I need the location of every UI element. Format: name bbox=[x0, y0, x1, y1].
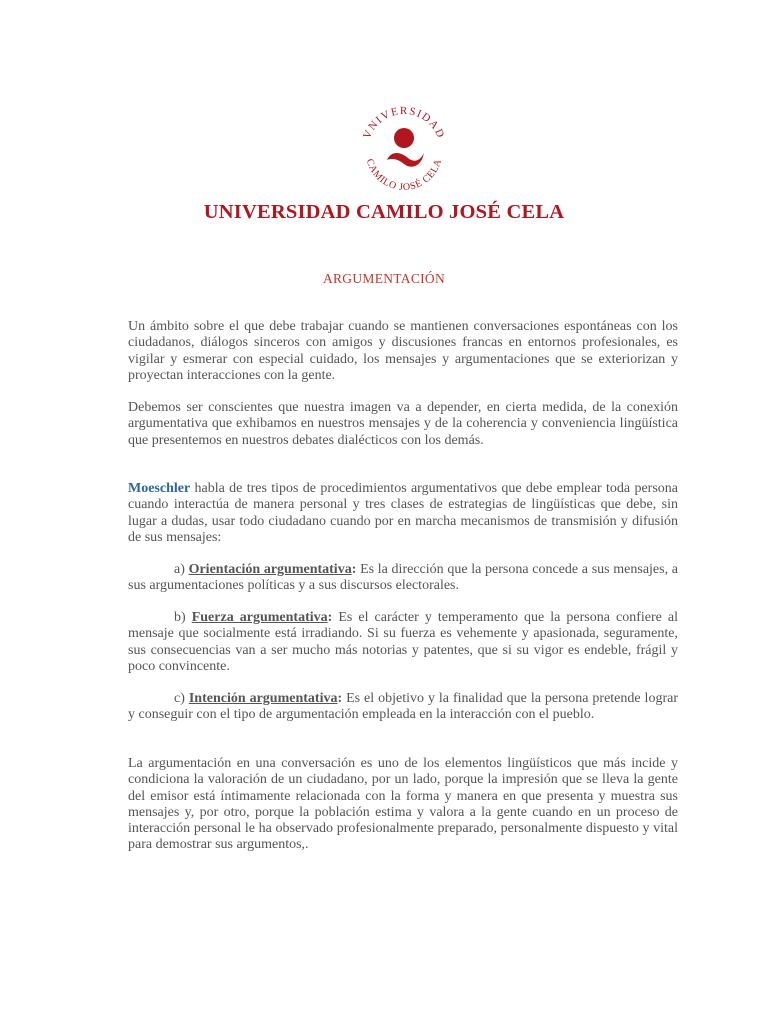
list-item-orientation: a) Orientación argumentativa: Es la dirección que la persona concede a sus mensajes, a sus argumentaciones políticas y a sus discursos electorales. bbox=[128, 562, 679, 594]
university-title: UNIVERSIDAD CAMILO JOSÉ CELA bbox=[203, 201, 565, 223]
term-intention: Intención argumentativa bbox=[188, 691, 338, 706]
list-item-intention: c) Intención argumentativa: Es el objetivo y la finalidad que la persona pretende lograr y conseguir con el tipo de argumentación empleada en la interacción con el pueblo. bbox=[128, 691, 678, 723]
university-logo bbox=[354, 98, 454, 198]
paragraph-image: Debemos ser conscientes que nuestra imagen va a depender, en cierta medida, de la conexión argumentativa que exhibamos en nuestros mensajes y de la coherencia y conveniencia lingüística que presentemos en nuestros debates dialécticos con los demás. bbox=[128, 400, 678, 448]
term-force: Fuerza argumentativa bbox=[191, 610, 328, 625]
paragraph-conclusion: La argumentación en una conversación es uno de los elementos lingüísticos que más incide y condiciona la valoración de un ciudadano, por un lado, porque la impresión que se lleva la gente del emisor está íntimamente relacionada con la forma y manera en que presenta y muestra sus mensajes y, por otro, porque la población estima y valora a la gente cuando en un proceso de interacción personal le ha observado profesionalmente preparado, personalmente dispuesto y vital para demostrar sus argumentos,. bbox=[128, 756, 678, 853]
logo-bottom-text: CAMILO JOSÉ CELA bbox=[363, 157, 445, 194]
author-name: Moeschler bbox=[128, 481, 191, 496]
paragraph-intro: Un ámbito sobre el que debe trabajar cuando se mantienen conversaciones espontáneas con los ciudadanos, diálogos sinceros con amigos y discusiones francas en entornos profesionales, es vigilar y esmerar con especial cuidado, los mensajes y argumentaciones que se exteriorizan y proyectan interacciones con la gente. bbox=[128, 319, 678, 383]
logo-head-shape bbox=[394, 128, 414, 148]
paragraph-moeschler: Moeschler habla de tres tipos de procedimientos argumentativos que debe emplear toda persona cuando interactúa de manera personal y tres clases de estrategias de lingüísticas que debe, sin lugar a dudas, usar todo ciudadano cuando por en marcha mecanismos de transmisión y difusión de sus mensajes: bbox=[128, 481, 678, 545]
logo-top-text: VNIVERSIDAD bbox=[361, 104, 447, 141]
term-orientation: Orientación argumentativa bbox=[188, 562, 352, 577]
logo-wave-shape bbox=[387, 153, 424, 167]
list-item-force: b) Fuerza argumentativa: Es el carácter y temperamento que la persona confiere al mensaje que socialmente está irradiando. Si su fuerza es vehemente y apasionada, seguramente, sus consecuencias van a ser mucho más notorias y patentes, que si su vigor es endeble, frágil y poco convincente. bbox=[128, 610, 679, 674]
section-title: ARGUMENTACIÓN bbox=[322, 271, 446, 286]
